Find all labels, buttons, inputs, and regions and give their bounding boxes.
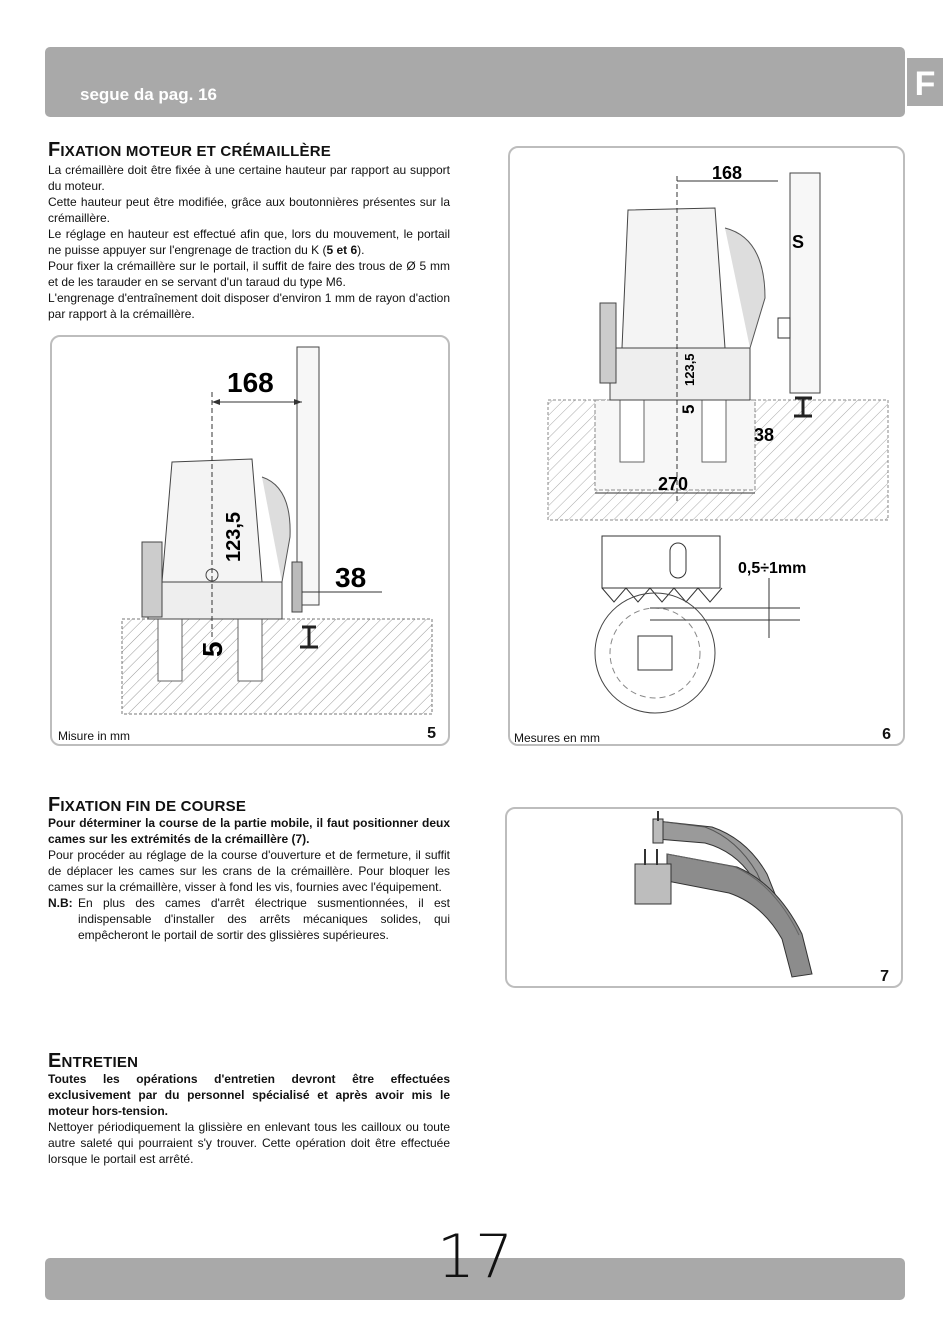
figure-5 <box>50 335 450 746</box>
paragraph: Nettoyer périodiquement la glissière en enlevant tous les cailloux ou toute autre saleté qui pourraient s'y trouver. Cette opération doit être effectuée lorsque le portail est arrêté. <box>48 1120 450 1166</box>
page-number: 17 <box>436 1222 514 1292</box>
section-title-fixation-moteur: FIXATION MOTEUR ET CRÉMAILLÈRE <box>48 139 331 161</box>
dim-5-label: 5 <box>197 641 228 657</box>
figure-caption: Misure in mm <box>58 729 131 743</box>
dim-38-label: 38 <box>754 425 775 445</box>
section-body-entretien <box>48 1071 450 1167</box>
note-label: N.B: <box>48 896 73 910</box>
dim-38-label: 38 <box>335 562 367 593</box>
dim-168-label: 168 <box>712 163 743 183</box>
note-block <box>48 895 450 943</box>
paragraph: Le réglage en hauteur est effectué afin que, lors du mouvement, le portail ne puisse appuyer sur l'engrenage de traction du K (5 et 6). <box>48 227 450 257</box>
dim-5-label: 5 <box>679 404 698 414</box>
dim-123-label: 123,5 <box>682 353 697 386</box>
dim-123-label: 123,5 <box>223 511 245 562</box>
dim-270-label: 270 <box>658 474 689 494</box>
continued-from-label: segue da pag. 16 <box>80 85 217 104</box>
figure-6 <box>508 146 905 746</box>
section-title-entretien: ENTRETIEN <box>48 1050 139 1072</box>
figure-number: 5 <box>427 725 436 742</box>
section-body-fin-de-course <box>48 815 450 943</box>
section-body-fixation-moteur <box>48 162 450 322</box>
paragraph: L'engrenage d'entraînement doit disposer d'environ 1 mm de rayon d'action par rapport à la crémaillère. <box>48 291 450 321</box>
figure-caption: Mesures en mm <box>514 731 601 745</box>
dim-gap-label: 0,5÷1mm <box>738 560 807 577</box>
paragraph: Pour fixer la crémaillère sur le portail, il suffit de faire des trous de Ø 5 mm et de les tarauder en se servant d'un taraud du type M6. <box>48 259 450 289</box>
limit-cams-illustration <box>507 809 901 986</box>
note-text: En plus des cames d'arrêt électrique susmentionnées, il est indispensable d'installer des arrêts mécaniques solides, qui empêcheront le portail de sortir des glissières supérieures. <box>78 896 450 942</box>
dim-s-label: S <box>792 232 805 252</box>
figure-7 <box>505 807 903 988</box>
section-title-fixation-fin-de-course: FIXATION FIN DE COURSE <box>48 794 247 816</box>
figure-number: 7 <box>880 968 889 985</box>
bold-intro: Toutes les opérations d'entretien devront être effectuées exclusivement par du personnel spécialisé et après avoir mis le moteur hors-tension. <box>48 1072 450 1118</box>
paragraph: Pour procéder au réglage de la course d'ouverture et de fermeture, il suffit de déplacer les cames sur les crans de la crémaillère. Pour bloquer les cames sur la crémaillère, visser à fond les vis, fournies avec l'équipement. <box>48 848 450 894</box>
bold-intro: Pour déterminer la course de la partie mobile, il faut positionner deux cames sur les extrémités de la crémaillère (7). <box>48 816 450 846</box>
paragraph: Cette hauteur peut être modifiée, grâce aux boutonnières présentes sur la crémaillère. <box>48 195 450 225</box>
language-badge: F <box>905 56 945 108</box>
header-bar <box>45 47 905 117</box>
motor-gear-detail-diagram <box>510 148 903 744</box>
figure-number: 6 <box>882 726 891 743</box>
paragraph: La crémaillère doit être fixée à une certaine hauteur par rapport au support du moteur. <box>48 163 450 193</box>
dim-168-label: 168 <box>227 367 274 398</box>
motor-rack-diagram <box>52 337 448 744</box>
